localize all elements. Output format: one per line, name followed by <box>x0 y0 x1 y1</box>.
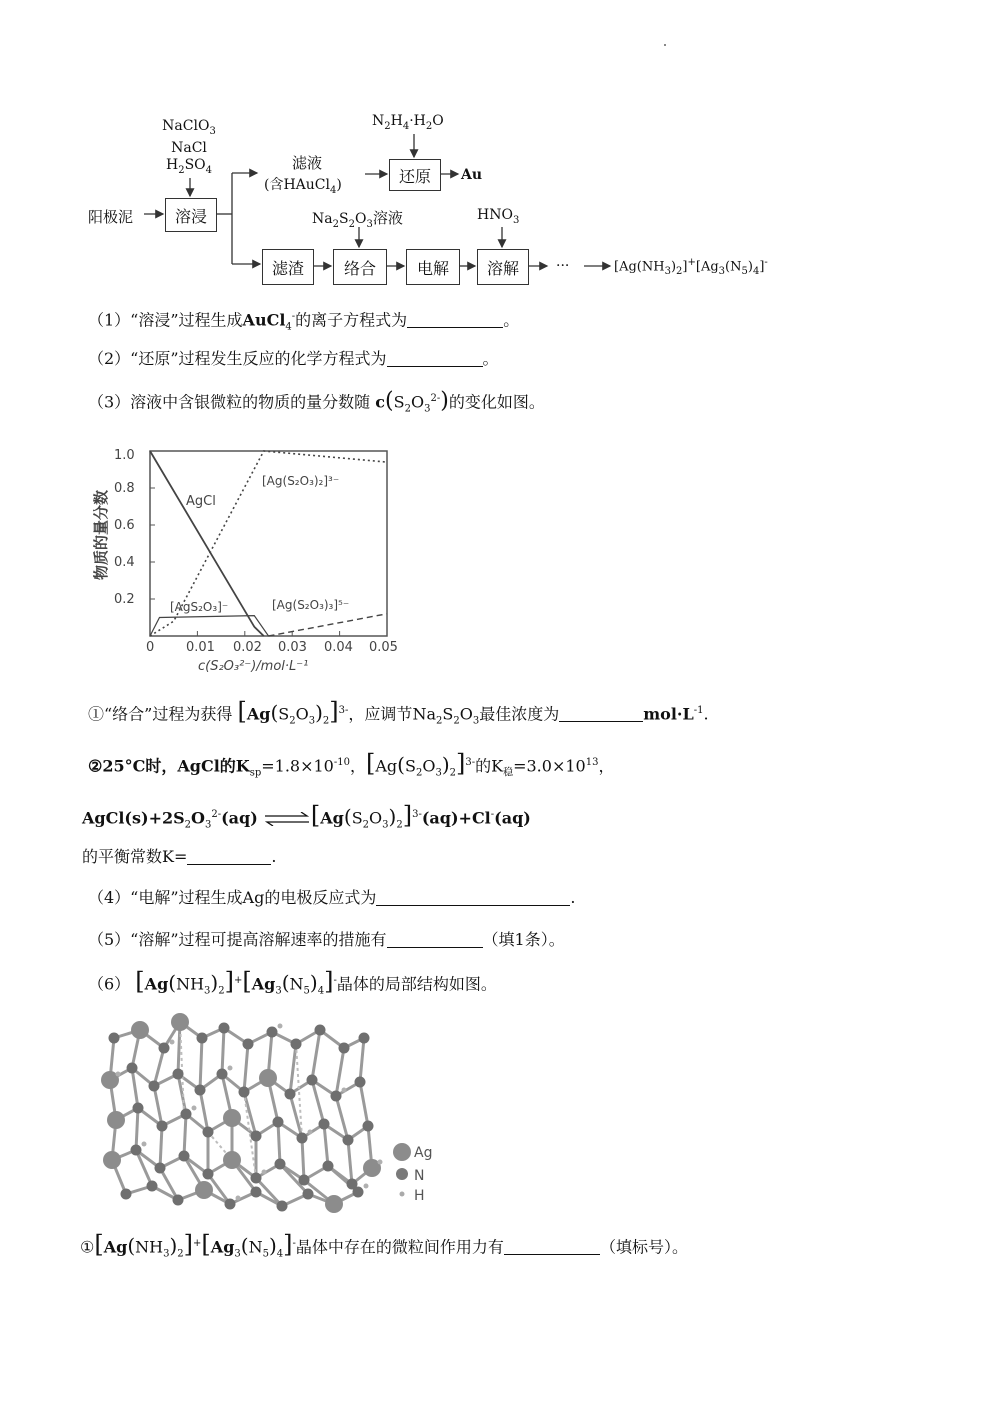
n-atom <box>353 1187 364 1198</box>
n-atom <box>195 1085 206 1096</box>
complex-box: 络合 <box>333 249 387 285</box>
n-atom <box>147 1181 158 1192</box>
h-atom <box>342 1088 347 1093</box>
equilibrium-equation: $AgCl(s)+2S_2O_3^{2-}(aq)$ $[Ag(S_2O_3)_2]^{3-}(aq)+Cl^-(aq)$ <box>82 801 531 831</box>
crystal-bond <box>200 1038 202 1090</box>
question-4: （4）“电解”过程生成Ag的电极反应式为 . <box>88 888 576 907</box>
n-atom <box>197 1033 208 1044</box>
question-5: （5）“溶解”过程可提高溶解速率的措施有 （填1条）。 <box>88 930 565 949</box>
ytick-0.6: 0.6 <box>114 518 135 533</box>
question-6-1: $①[Ag(NH_3)_2]^+[Ag_3(N_5)_4]^-$晶体中存在的微粒间作用力有 （填标号）。 <box>80 1230 688 1260</box>
n-atom <box>273 1117 284 1128</box>
crystal-bond <box>348 1140 352 1184</box>
n-atom <box>319 1119 330 1130</box>
ag-atom <box>131 1021 149 1039</box>
n-atom <box>155 1163 166 1174</box>
n-atom <box>285 1089 296 1100</box>
ag-atom <box>325 1195 343 1213</box>
legend-h-label: H <box>414 1188 425 1204</box>
legend-ag-label: Ag <box>414 1145 433 1161</box>
h-atom <box>192 1106 197 1111</box>
question-6: （6） $[Ag(NH_3)_2]^+[Ag_3(N_5)_4]^-$晶体的局部结构如图。 <box>88 967 497 997</box>
n-atom <box>355 1077 366 1088</box>
crystal-bond <box>160 1126 162 1168</box>
crystal-bond <box>184 1114 186 1156</box>
h-atom <box>262 1170 267 1175</box>
question-3: （3）溶液中含银微粒的物质的量分数随 $c(S_2O_3^{2-})$的变化如图。 <box>88 388 545 415</box>
dissolution-box: 溶解 <box>477 249 529 285</box>
filtrate-label: 滤液 <box>292 154 323 172</box>
crystal-bond <box>136 1108 138 1150</box>
n-atom <box>181 1109 192 1120</box>
xtick-0.03: 0.03 <box>278 640 307 655</box>
question-1: （1）“溶浸”过程生成AuCl$_4$-的离子方程式为 。 <box>88 310 520 333</box>
reduce-box: 还原 <box>389 159 441 191</box>
ytick-0.2: 0.2 <box>114 592 135 607</box>
ag-atom <box>195 1181 213 1199</box>
n-atom <box>331 1091 342 1102</box>
dissolve-reagents: NaClO$_3$ NaCl $H_2SO_4$ <box>162 118 216 176</box>
filtrate-sub-label: (含HAuCl$_4$) <box>264 177 342 196</box>
nitric-acid-reagent: $HNO_3$ <box>477 207 520 226</box>
crystal-bond <box>278 1122 280 1164</box>
answer-blank-k[interactable] <box>187 848 271 865</box>
n-atom <box>121 1189 132 1200</box>
question-2: （2）“还原”过程发生反应的化学方程式为 。 <box>88 349 499 368</box>
n-atom <box>131 1145 142 1156</box>
question-3-2: ②25°C时，AgCl的$K_{sp}=1.8\times 10^{-10}$，$[Ag(S_2O_3)_2]^{3-}$的$K_稳=3.0\times 10^{13}$， <box>88 749 615 779</box>
flow-arrows <box>0 0 992 300</box>
question-3-1: ①“络合”过程为获得 $[Ag(S_2O_3)_2]^{3-}$，应调节$Na_2S_2O_3$最佳浓度为 $mol\cdot L^{-1}$. <box>88 697 709 727</box>
reduce-reagent: $N_2H_4\cdot H_2O$ <box>372 113 444 132</box>
series-ag-s2o3-3-line <box>269 614 388 636</box>
n-atom <box>127 1063 138 1074</box>
h-atom <box>228 1066 233 1071</box>
n-atom <box>157 1121 168 1132</box>
n-atom <box>291 1039 302 1050</box>
n-atom <box>109 1033 120 1044</box>
h-atom <box>116 1072 121 1077</box>
final-product: $[Ag(NH_3)_2]^+[Ag_3(N_5)_4]^-$ <box>614 257 768 277</box>
n-atom <box>307 1075 318 1086</box>
n-atom <box>343 1135 354 1146</box>
n-atom <box>203 1127 214 1138</box>
n-atom <box>251 1187 262 1198</box>
h-atom <box>142 1142 147 1147</box>
ytick-1.0: 1.0 <box>114 448 135 463</box>
ytick-0.8: 0.8 <box>114 481 135 496</box>
legend-n-label: N <box>414 1168 425 1184</box>
n-atom <box>133 1103 144 1114</box>
n-atom <box>219 1023 230 1034</box>
answer-blank-q5[interactable] <box>387 931 483 948</box>
residue-box: 滤渣 <box>262 249 314 285</box>
n-atom <box>239 1087 250 1098</box>
n-atom <box>251 1173 262 1184</box>
h-atom <box>170 1040 175 1045</box>
n-atom <box>149 1081 160 1092</box>
n-atom <box>251 1131 262 1142</box>
crystal-bond <box>312 1030 320 1080</box>
label-ag-s2o3-3: [Ag(S₂O₃)₃]⁵⁻ <box>272 598 350 612</box>
crystal-bond <box>302 1138 304 1180</box>
n-atom <box>173 1069 184 1080</box>
xtick-0.04: 0.04 <box>324 640 353 655</box>
chart-xlabel: c(S₂O₃²⁻)/mol·L⁻¹ <box>198 659 309 674</box>
crystal-bond <box>290 1044 296 1094</box>
label-ag-s2o3-2: [Ag(S₂O₃)₂]³⁻ <box>262 474 340 488</box>
ellipsis: ··· <box>556 258 570 274</box>
thiosulfate-reagent: $Na_2S_2O_3$溶液 <box>312 209 403 230</box>
n-atom <box>217 1069 228 1080</box>
n-atom <box>203 1169 214 1180</box>
h-atom <box>378 1160 383 1165</box>
answer-blank-q4[interactable] <box>376 889 570 906</box>
xtick-0.02: 0.02 <box>233 640 262 655</box>
anode-mud-label: 阳极泥 <box>88 208 134 226</box>
ytick-0.4: 0.4 <box>114 555 135 570</box>
crystal-bond <box>360 1082 368 1126</box>
legend-h-dot <box>400 1192 405 1197</box>
ag-atom <box>223 1151 241 1169</box>
legend-n-dot <box>396 1168 408 1180</box>
equilibrium-constant-question: 的平衡常数K= . <box>82 847 277 866</box>
ag-atom <box>171 1013 189 1031</box>
h-atom <box>278 1024 283 1029</box>
label-ags2o3: [AgS₂O₃]⁻ <box>170 600 229 614</box>
gold-product: Au <box>461 167 483 183</box>
n-atom <box>243 1039 254 1050</box>
chart-ylabel: 物质的量分数 <box>92 489 110 581</box>
legend-ag-dot <box>393 1143 411 1161</box>
ag-atom <box>259 1069 277 1087</box>
n-atom <box>297 1133 308 1144</box>
ag-atom <box>107 1111 125 1129</box>
crystal-legend <box>393 1143 432 1204</box>
equilibrium-arrow-icon <box>263 812 311 826</box>
n-atom <box>323 1161 334 1172</box>
n-atom <box>303 1189 314 1200</box>
n-atom <box>277 1201 288 1212</box>
answer-blank-q1[interactable] <box>407 311 503 328</box>
crystal-bond <box>244 1044 248 1092</box>
ag-atom <box>103 1151 121 1169</box>
xtick-0: 0 <box>146 640 155 655</box>
crystal-bond <box>360 1038 364 1082</box>
dissolve-box: 溶浸 <box>165 198 217 232</box>
answer-blank-q3-1[interactable] <box>559 705 643 722</box>
answer-blank-q2[interactable] <box>387 350 483 367</box>
n-atom <box>267 1027 278 1038</box>
n-atom <box>225 1199 236 1210</box>
h-atom <box>236 1196 241 1201</box>
answer-blank-q6-1[interactable] <box>504 1238 600 1255</box>
n-atom <box>315 1025 326 1036</box>
h-atom <box>364 1184 369 1189</box>
n-atom <box>363 1121 374 1132</box>
speciation-chart <box>86 440 416 680</box>
n-atom <box>173 1195 184 1206</box>
n-atom <box>339 1043 350 1054</box>
crystal-bond <box>222 1028 224 1074</box>
n-atom <box>179 1151 190 1162</box>
crystal-structure-figure <box>92 1008 452 1218</box>
n-atom <box>299 1175 310 1186</box>
n-atom <box>275 1159 286 1170</box>
crystal-bond <box>324 1124 328 1166</box>
n-atom <box>359 1033 370 1044</box>
label-agcl: AgCl <box>186 494 216 509</box>
h-atom <box>308 1130 313 1135</box>
n-atom <box>159 1043 170 1054</box>
xtick-0.01: 0.01 <box>186 640 215 655</box>
ag-atom <box>223 1109 241 1127</box>
xtick-0.05: 0.05 <box>369 640 398 655</box>
electrolysis-box: 电解 <box>406 249 460 285</box>
